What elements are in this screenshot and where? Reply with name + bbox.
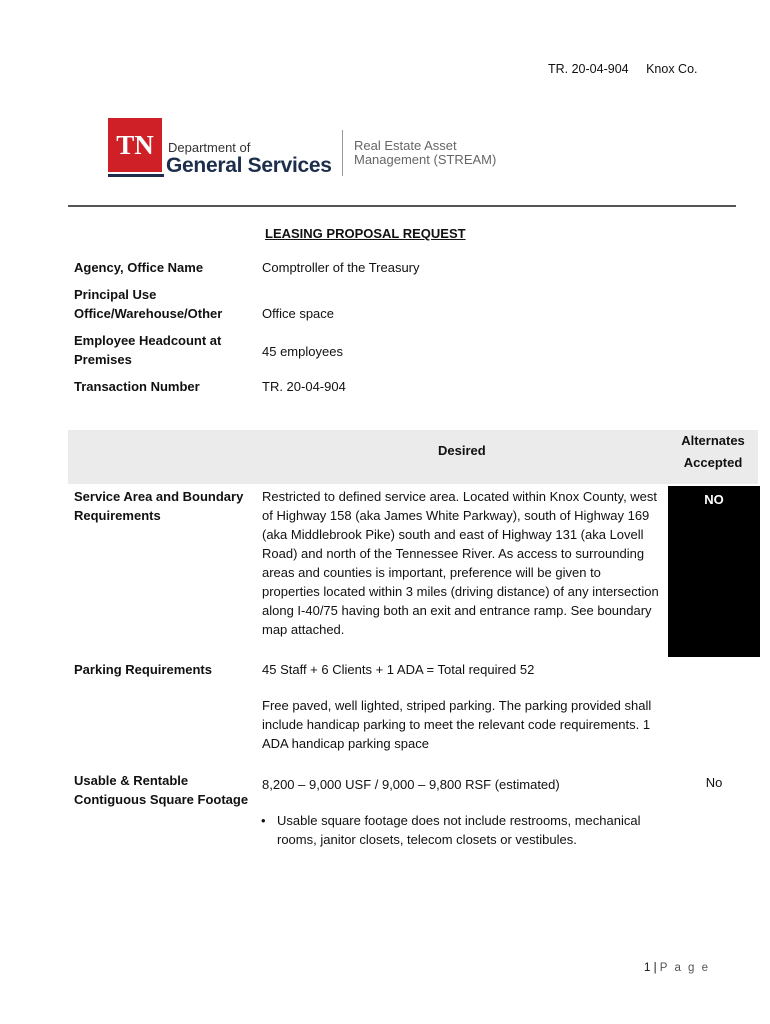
- field-label-principal-use: Principal Use Office/Warehouse/Other: [74, 287, 223, 321]
- page-word: P a g e: [659, 962, 711, 974]
- column-header-desired: Desired: [438, 443, 486, 458]
- row-desired-service-area: Restricted to defined service area. Located within Knox County, west of Highway 158 (aka James White Parkway), south of Highway 169 (aka Middlebrook Pike) south and east of Highway 131 (aka Lovell Road) and north of the Tennessee River. As access to surrounding areas and counties is important, preference will be given to properties located within 3 miles (driving distance) of any intersection along I-40/75 having both an exit and entrance ramp. See boundary map attached.: [262, 489, 659, 637]
- alternates-cell-redacted: [668, 486, 760, 657]
- logo-dept-line1: Department of: [168, 140, 251, 155]
- logo-underline: [108, 174, 164, 177]
- header-divider: [68, 205, 736, 207]
- row-desired-square-footage: 8,200 – 9,000 USF / 9,000 – 9,800 RSF (estimated): [262, 777, 560, 792]
- row-desired-parking: 45 Staff + 6 Clients + 1 ADA = Total required 52: [262, 662, 535, 677]
- field-value-headcount: 45 employees: [262, 344, 343, 359]
- dgs-logo: [108, 118, 508, 180]
- page-number: 1: [644, 962, 651, 974]
- row-label-square-footage: Usable & Rentable Contiguous Square Footage: [74, 773, 249, 807]
- field-label-transaction: Transaction Number: [74, 379, 200, 394]
- row-label-service-area: Service Area and Boundary Requirements: [74, 489, 244, 523]
- list-item: [262, 811, 662, 871]
- county-ref: Knox Co.: [646, 62, 698, 76]
- field-label-headcount: Employee Headcount at Premises: [74, 333, 222, 367]
- logo-stream-line1: Real Estate Asset: [354, 138, 457, 153]
- page-footer: [644, 962, 710, 974]
- row-label-parking: Parking Requirements: [74, 662, 212, 677]
- page-title: LEASING PROPOSAL REQUEST: [265, 226, 466, 241]
- row-desired-parking-detail: Free paved, well lighted, striped parking. The parking provided shall include handicap parking to meet the relevant code requirements. 1 ADA handicap parking space: [262, 698, 652, 751]
- transaction-ref: TR. 20-04-904: [548, 62, 629, 76]
- logo-stream-line2: Management (STREAM): [354, 152, 497, 167]
- bullet-icon: •: [261, 813, 266, 828]
- tn-logo-mark: TN: [108, 118, 162, 172]
- field-value-principal-use: Office space: [262, 306, 335, 321]
- footer-separator: |: [650, 962, 660, 974]
- field-value-transaction: TR. 20-04-904: [262, 379, 346, 394]
- logo-dept-line2: General Services: [166, 154, 332, 177]
- document-reference: [548, 62, 698, 76]
- row-alternates-square-footage: No: [705, 775, 723, 790]
- bullet-text: Usable square footage does not include restrooms, mechanical rooms, janitor closets, telecom closets or vestibules.: [277, 813, 641, 847]
- row-alternates-service-area: NO: [704, 492, 724, 507]
- field-value-agency: Comptroller of the Treasury: [262, 260, 420, 275]
- logo-divider: [342, 130, 343, 176]
- column-header-alternates: Alternates Accepted: [681, 433, 745, 470]
- field-label-agency: Agency, Office Name: [74, 260, 204, 275]
- table-header-band: [68, 430, 758, 484]
